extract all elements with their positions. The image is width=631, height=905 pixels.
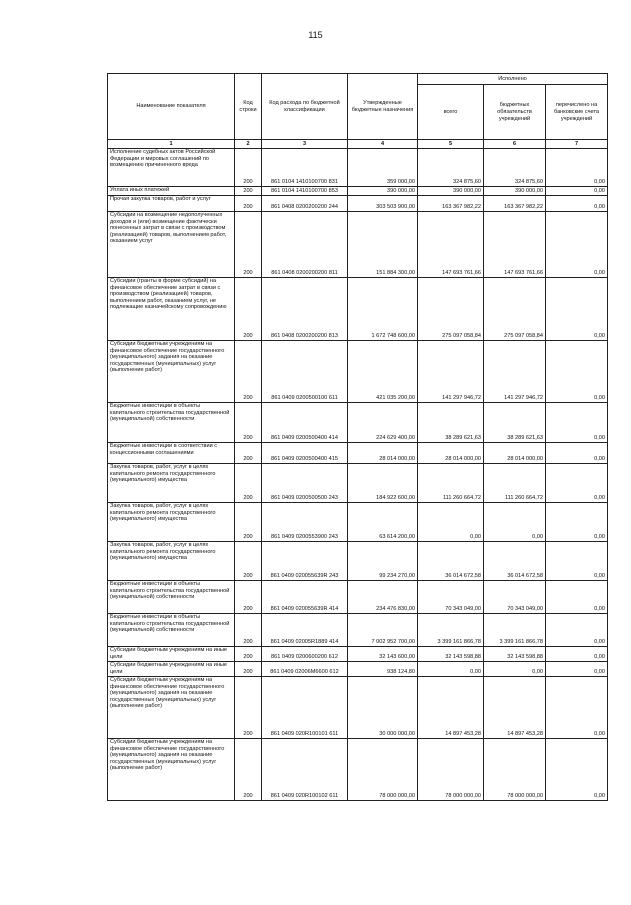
row-name: Субсидии бюджетным учреждениям на иные цели (108, 647, 235, 662)
row-approved: 151 884 300,00 (348, 212, 418, 278)
row-code: 200 (235, 464, 262, 503)
row-institutions: 324 875,60 (484, 149, 546, 187)
row-kbk: 861 0408 0200200200 811 (262, 212, 348, 278)
table-row (108, 647, 608, 662)
row-total: 0,00 (418, 503, 484, 542)
row-kbk: 861 0409 020R100101 611 (262, 677, 348, 739)
row-approved: 421 035 200,00 (348, 341, 418, 403)
row-total: 324 875,60 (418, 149, 484, 187)
row-total: 3 399 161 866,78 (418, 614, 484, 647)
row-kbk: 861 0409 0200553900 243 (262, 503, 348, 542)
row-kbk: 861 0408 0200200200 813 (262, 278, 348, 341)
row-total: 111 260 664,72 (418, 464, 484, 503)
row-total: 147 693 761,66 (418, 212, 484, 278)
row-transferred: 0,00 (546, 403, 608, 443)
row-approved: 234 476 830,00 (348, 581, 418, 614)
row-transferred: 0,00 (546, 739, 608, 801)
row-code: 200 (235, 542, 262, 581)
row-transferred: 0,00 (546, 196, 608, 212)
row-name: Субсидии бюджетным учреждениям на финансовое обеспечение государственного (муниципального) задания на оказание государственных (муниципальных) услуг (выполнение работ) (108, 341, 235, 403)
row-kbk: 861 0409 02006M6600 612 (262, 662, 348, 677)
row-code: 200 (235, 677, 262, 739)
row-transferred: 0,00 (546, 662, 608, 677)
table-row (108, 581, 608, 614)
row-institutions: 70 343 049,00 (484, 581, 546, 614)
row-total: 14 897 453,28 (418, 677, 484, 739)
row-transferred: 0,00 (546, 341, 608, 403)
row-name: Закупка товаров, работ, услуг в целях капитального ремонта государственного (муниципального) имущества (108, 464, 235, 503)
table-row (108, 341, 608, 403)
row-transferred: 0,00 (546, 647, 608, 662)
header-name: Наименование показателя (108, 74, 235, 140)
row-total: 390 000,00 (418, 187, 484, 196)
row-transferred: 0,00 (546, 443, 608, 464)
table-row (108, 614, 608, 647)
row-kbk: 861 0409 02005R1889 414 (262, 614, 348, 647)
row-total: 163 367 982,22 (418, 196, 484, 212)
table-row (108, 187, 608, 196)
row-total: 36 014 672,58 (418, 542, 484, 581)
row-approved: 938 124,80 (348, 662, 418, 677)
table-row (108, 443, 608, 464)
row-kbk: 861 0104 1410100700 831 (262, 149, 348, 187)
table-row (108, 403, 608, 443)
row-total: 141 297 946,72 (418, 341, 484, 403)
row-institutions: 32 143 598,88 (484, 647, 546, 662)
row-code: 200 (235, 187, 262, 196)
row-name: Бюджетные инвестиции в объекты капитального строительства государственной (муниципальной) собственности (108, 614, 235, 647)
row-kbk: 861 0409 020055639R 243 (262, 542, 348, 581)
header-executed: Исполнено (418, 74, 608, 85)
row-approved: 224 629 400,00 (348, 403, 418, 443)
row-total: 28 014 000,00 (418, 443, 484, 464)
table-row (108, 662, 608, 677)
column-number: 1 (108, 140, 235, 149)
row-transferred: 0,00 (546, 542, 608, 581)
header-code: Код строки (235, 74, 262, 140)
table-body (108, 149, 608, 801)
row-transferred: 0,00 (546, 278, 608, 341)
column-number: 7 (546, 140, 608, 149)
row-approved: 303 503 900,00 (348, 196, 418, 212)
row-approved: 184 922 600,00 (348, 464, 418, 503)
row-kbk: 861 0409 0200500400 414 (262, 403, 348, 443)
row-name: Субсидии на возмещение недополученных доходов и (или) возмещение фактически понесенных затрат в связи с производством (реализацией) товаров, выполнением работ, оказанием услуг (108, 212, 235, 278)
row-kbk: 861 0409 0200500500 243 (262, 464, 348, 503)
row-name: Субсидии (гранты в форме субсидий) на финансовое обеспечение затрат в связи с производством (реализацией) товаров, выполнением работ, оказанием услуг, не подлежащие казначейскому сопровождению (108, 278, 235, 341)
row-institutions: 3 399 161 866,78 (484, 614, 546, 647)
row-name: Субсидии бюджетным учреждениям на финансовое обеспечение государственного (муниципального) задания на оказание государственных (муниципальных) услуг (выполнение работ) (108, 677, 235, 739)
row-institutions: 78 000 000,00 (484, 739, 546, 801)
table-row (108, 464, 608, 503)
column-number: 2 (235, 140, 262, 149)
row-code: 200 (235, 662, 262, 677)
row-code: 200 (235, 278, 262, 341)
row-institutions: 14 897 453,28 (484, 677, 546, 739)
row-name: Бюджетные инвестиции в объекты капитального строительства государственной (муниципальной) собственности (108, 581, 235, 614)
row-kbk: 861 0409 0200600200 612 (262, 647, 348, 662)
row-institutions: 147 693 761,66 (484, 212, 546, 278)
row-transferred: 0,00 (546, 212, 608, 278)
row-approved: 30 000 000,00 (348, 677, 418, 739)
row-name: Субсидии бюджетным учреждениям на финансовое обеспечение государственного (муниципального) задания на оказание государственных (муниципальных) услуг (выполнение работ) (108, 739, 235, 801)
row-institutions: 36 014 672,58 (484, 542, 546, 581)
header-institutions: бюджетных обязательств учреждений (484, 85, 546, 140)
row-institutions: 38 289 621,63 (484, 403, 546, 443)
row-kbk: 861 0409 020R100102 611 (262, 739, 348, 801)
row-approved: 1 672 748 600,00 (348, 278, 418, 341)
header-transferred: перечислено на банковские счета учреждений (546, 85, 608, 140)
page-number: 115 (308, 30, 323, 40)
header-kbk: Код расхода по бюджетной классификации (262, 74, 348, 140)
row-transferred: 0,00 (546, 614, 608, 647)
row-code: 200 (235, 341, 262, 403)
row-institutions: 0,00 (484, 503, 546, 542)
row-name: Уплата иных платежей (108, 187, 235, 196)
row-approved: 28 014 000,00 (348, 443, 418, 464)
row-transferred: 0,00 (546, 187, 608, 196)
row-institutions: 28 014 000,00 (484, 443, 546, 464)
row-institutions: 141 297 946,72 (484, 341, 546, 403)
row-approved: 63 614 200,00 (348, 503, 418, 542)
row-transferred: 0,00 (546, 464, 608, 503)
row-transferred: 0,00 (546, 677, 608, 739)
row-kbk: 861 0408 0200200200 244 (262, 196, 348, 212)
row-code: 200 (235, 503, 262, 542)
row-total: 275 097 058,84 (418, 278, 484, 341)
row-institutions: 163 367 982,22 (484, 196, 546, 212)
row-name: Исполнение судебных актов Российской Федерации и мировых соглашений по возмещению причиненного вреда (108, 149, 235, 187)
budget-execution-table (107, 73, 608, 801)
row-institutions: 0,00 (484, 662, 546, 677)
column-number: 6 (484, 140, 546, 149)
row-code: 200 (235, 647, 262, 662)
column-number-row (108, 140, 608, 149)
row-name: Бюджетные инвестиции в соответствии с концессионными соглашениями (108, 443, 235, 464)
row-total: 32 143 598,88 (418, 647, 484, 662)
row-institutions: 275 097 058,84 (484, 278, 546, 341)
table-row (108, 196, 608, 212)
row-name: Закупка товаров, работ, услуг в целях капитального ремонта государственного (муниципального) имущества (108, 503, 235, 542)
table-row (108, 278, 608, 341)
row-institutions: 111 260 664,72 (484, 464, 546, 503)
row-code: 200 (235, 581, 262, 614)
row-name: Бюджетные инвестиции в объекты капитального строительства государственной (муниципальной) собственности (108, 403, 235, 443)
row-name: Прочая закупка товаров, работ и услуг (108, 196, 235, 212)
row-code: 200 (235, 739, 262, 801)
table-row (108, 503, 608, 542)
row-institutions: 390 000,00 (484, 187, 546, 196)
row-kbk: 861 0409 0200500100 611 (262, 341, 348, 403)
header-approved: Утвержденные бюджетные назначения (348, 74, 418, 140)
table-row (108, 542, 608, 581)
row-kbk: 861 0104 1410100700 853 (262, 187, 348, 196)
column-number: 5 (418, 140, 484, 149)
row-code: 200 (235, 149, 262, 187)
row-total: 0,00 (418, 662, 484, 677)
row-code: 200 (235, 614, 262, 647)
row-name: Субсидии бюджетным учреждениям на иные цели (108, 662, 235, 677)
column-number: 4 (348, 140, 418, 149)
row-transferred: 0,00 (546, 149, 608, 187)
table-row (108, 677, 608, 739)
row-total: 70 343 049,00 (418, 581, 484, 614)
row-kbk: 861 0409 020055639R 414 (262, 581, 348, 614)
row-approved: 359 000,00 (348, 149, 418, 187)
row-kbk: 861 0409 0200500400 415 (262, 443, 348, 464)
row-name: Закупка товаров, работ, услуг в целях капитального ремонта государственного (муниципального) имущества (108, 542, 235, 581)
row-transferred: 0,00 (546, 503, 608, 542)
table-row (108, 149, 608, 187)
row-code: 200 (235, 212, 262, 278)
table-row (108, 212, 608, 278)
row-transferred: 0,00 (546, 581, 608, 614)
column-number: 3 (262, 140, 348, 149)
row-approved: 390 000,00 (348, 187, 418, 196)
row-code: 200 (235, 443, 262, 464)
row-code: 200 (235, 403, 262, 443)
row-total: 78 000 000,00 (418, 739, 484, 801)
header-total: всего (418, 85, 484, 140)
row-total: 38 289 621,63 (418, 403, 484, 443)
row-approved: 78 000 000,00 (348, 739, 418, 801)
row-code: 200 (235, 196, 262, 212)
table-header (108, 74, 608, 149)
row-approved: 99 234 270,00 (348, 542, 418, 581)
row-approved: 7 002 952 700,00 (348, 614, 418, 647)
row-approved: 32 143 600,00 (348, 647, 418, 662)
table-row (108, 739, 608, 801)
